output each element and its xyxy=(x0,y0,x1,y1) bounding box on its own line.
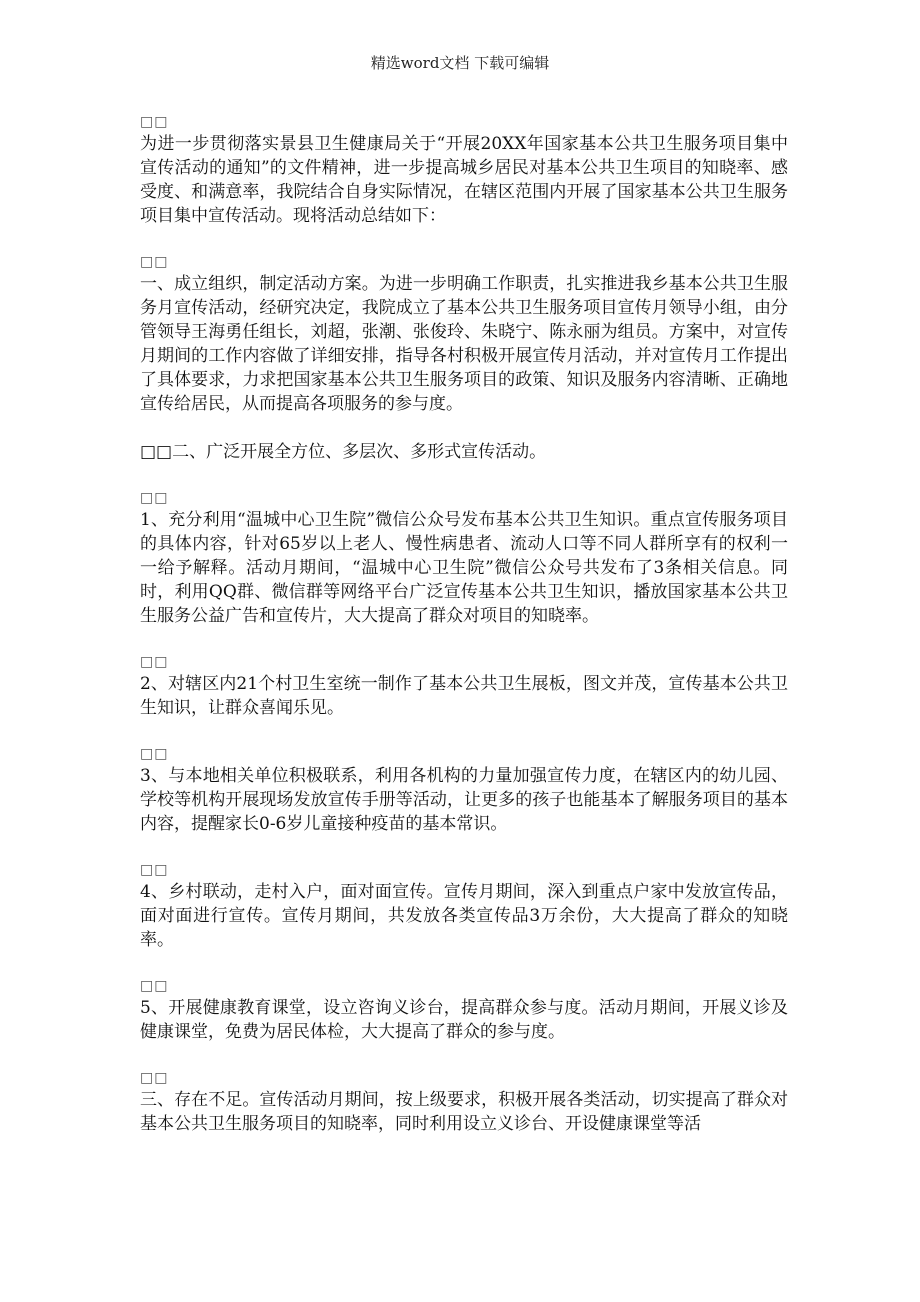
intro-paragraph: 为进一步贯彻落实景县卫生健康局关于“开展20XX年国家基本公共卫生服务项目集中宣传活动的通知”的文件精神，进一步提高城乡居民对基本公共卫生项目的知晓率、感受度、和满意率，我院结合自身实际情况，在辖区范围内开展了国家基本公共卫生服务项目集中宣传活动。现将活动总结如下： xyxy=(140,134,788,226)
section-2-heading xyxy=(140,440,788,464)
item-3-paragraph: 3、与本地相关单位积极联系，利用各机构的力量加强宣传力度，在辖区内的幼儿园、学校等机构开展现场发放宣传手册等活动，让更多的孩子也能基本了解服务项目的基本内容，提醒家长0-6岁儿童接种疫苗的基本常识。 xyxy=(140,766,788,834)
gap-mark: □□ xyxy=(140,490,169,506)
document-body xyxy=(140,112,788,1160)
gap-mark: □□ xyxy=(140,654,169,670)
section-3-paragraph: 三、存在不足。宣传活动月期间，按上级要求，积极开展各类活动，切实提高了群众对基本公共卫生服务项目的知晓率，同时利用设立义诊台、开设健康课堂等活 xyxy=(140,1090,788,1134)
section-2-heading-text: 二、广泛开展全方位、多层次、多形式宣传活动。 xyxy=(172,442,547,462)
gap-mark: □□ xyxy=(140,978,169,994)
item-1-paragraph: 1、充分利用“温城中心卫生院”微信公众号发布基本公共卫生知识。重点宣传服务项目的具体内容，针对65岁以上老人、慢性病患者、流动人口等不同人群所享有的权利一一给予解释。活动月期间，“温城中心卫生院”微信公众号共发布了3条相关信息。同时，利用QQ群、微信群等网络平台广泛宣传基本公共卫生知识，播放国家基本公共卫生服务公益广告和宣传片，大大提高了群众对项目的知晓率。 xyxy=(140,510,788,626)
item-2-paragraph: 2、对辖区内21个村卫生室统一制作了基本公共卫生展板，图文并茂，宣传基本公共卫生知识，让群众喜闻乐见。 xyxy=(140,674,788,718)
item-4-paragraph: 4、乡村联动，走村入户，面对面宣传。宣传月期间，深入到重点户家中发放宣传品，面对面进行宣传。宣传月期间，共发放各类宣传品3万余份，大大提高了群众的知晓率。 xyxy=(140,882,788,950)
gap-mark: □□ xyxy=(140,114,169,130)
gap-mark: □□ xyxy=(140,746,169,762)
gap-mark: □□ xyxy=(140,862,169,878)
section-1-paragraph: 一、成立组织，制定活动方案。为进一步明确工作职责，扎实推进我乡基本公共卫生服务月宣传活动，经研究决定，我院成立了基本公共卫生服务项目宣传月领导小组，由分管领导王海勇任组长，刘超，张潮、张俊玲、朱晓宁、陈永丽为组员。方案中，对宣传月期间的工作内容做了详细安排，指导各村积极开展宣传月活动，并对宣传月工作提出了具体要求，力求把国家基本公共卫生服务项目的政策、知识及服务内容清晰、正确地宣传给居民，从而提高各项服务的参与度。 xyxy=(140,274,788,414)
gap-mark: □□ xyxy=(140,254,169,270)
page-header: 精选word文档 下载可编辑 xyxy=(370,54,550,72)
gap-mark: □□ xyxy=(140,1070,169,1086)
gap-mark-inline: □□ xyxy=(140,442,173,462)
item-5-paragraph: 5、开展健康教育课堂，设立咨询义诊台，提高群众参与度。活动月期间，开展义诊及健康课堂，免费为居民体检，大大提高了群众的参与度。 xyxy=(140,998,788,1042)
